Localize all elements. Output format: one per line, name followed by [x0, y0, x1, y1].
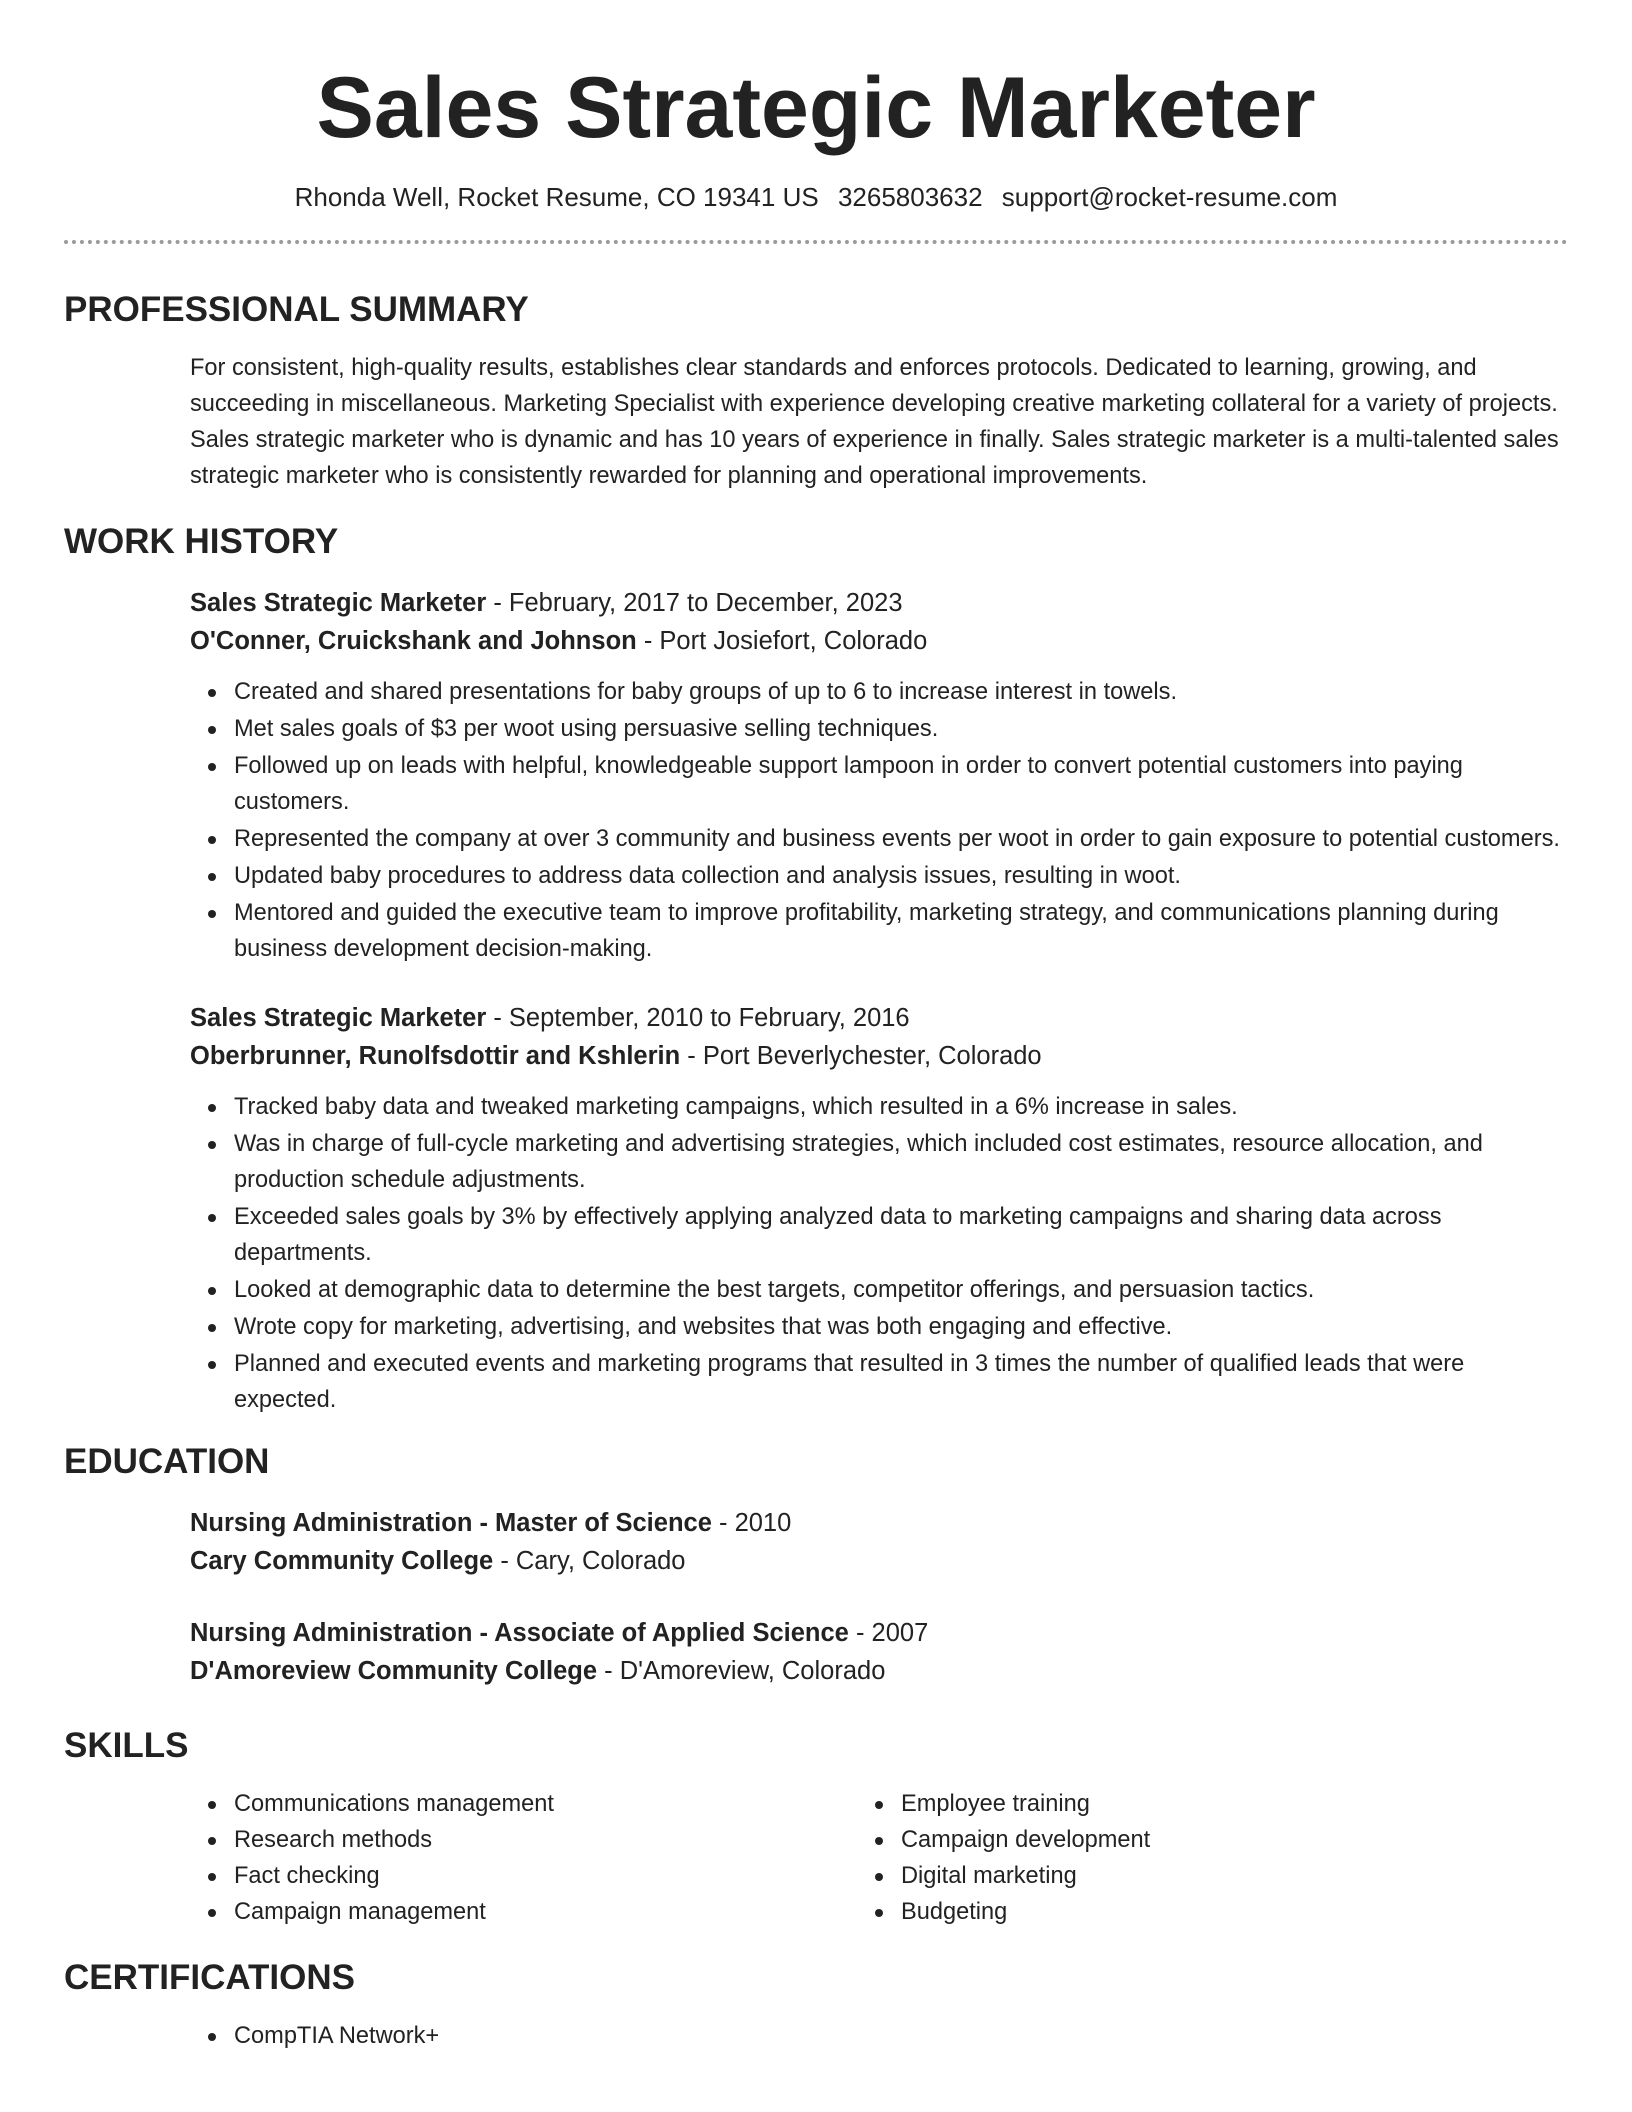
education-entry — [64, 1504, 1568, 1580]
job-title-line — [190, 999, 1568, 1037]
education-degree-line — [190, 1614, 1568, 1652]
education-degree: Nursing Administration - Master of Science — [190, 1509, 712, 1537]
job-bullets — [234, 674, 1568, 967]
skill-item: Fact checking — [234, 1858, 901, 1894]
job-bullet: Created and shared presentations for baby groups of up to 6 to increase interest in towels. — [234, 674, 1568, 710]
education-degree: Nursing Administration - Associate of Applied Science — [190, 1619, 849, 1647]
job-role: Sales Strategic Marketer — [190, 589, 487, 617]
skill-item: Campaign management — [234, 1894, 901, 1930]
education-school-line — [190, 1652, 1568, 1690]
job-title-line — [190, 584, 1568, 622]
job-bullet: Planned and executed events and marketing programs that resulted in 3 times the number of qualified leads that were expected. — [234, 1346, 1568, 1418]
certifications-heading: CERTIFICATIONS — [64, 1958, 356, 1997]
contact-address: Rhonda Well, Rocket Resume, CO 19341 US — [294, 182, 819, 212]
education-location: - D'Amoreview, Colorado — [597, 1657, 886, 1685]
job-bullet: Tracked baby data and tweaked marketing campaigns, which resulted in a 6% increase in sales. — [234, 1089, 1568, 1125]
job-bullet: Exceeded sales goals by 3% by effectively applying analyzed data to marketing campaigns and sharing data across departments. — [234, 1199, 1568, 1271]
job-bullet: Was in charge of full-cycle marketing and advertising strategies, which included cost estimates, resource allocation, and production schedule adjustments. — [234, 1126, 1568, 1198]
education-location: - Cary, Colorado — [493, 1547, 686, 1575]
summary-text: For consistent, high-quality results, establishes clear standards and enforces protocols. Dedicated to learning, growing, and succeeding in miscellaneous. Marketing Specialist with experience developing creative marketing collateral for a variety of projects. Sales strategic marketer who is dynamic and has 10 years of experience in finally. Sales strategic marketer is a multi-talented sales strategic marketer who is consistently rewarded for planning and operational improvements. — [190, 355, 1559, 489]
education-school-line — [190, 1542, 1568, 1580]
job-bullet: Met sales goals of $3 per woot using persuasive selling techniques. — [234, 711, 1568, 747]
contact-line — [64, 180, 1568, 214]
certifications-list — [234, 2018, 1568, 2054]
job-location: - Port Josiefort, Colorado — [636, 627, 928, 655]
job-bullet: Looked at demographic data to determine the best targets, competitor offerings, and persuasion tactics. — [234, 1272, 1568, 1308]
skill-item: Employee training — [901, 1786, 1568, 1822]
job-bullet: Updated baby procedures to address data collection and analysis issues, resulting in woot. — [234, 858, 1568, 894]
job-company: Oberbrunner, Runolfsdottir and Kshlerin — [190, 1042, 681, 1070]
skill-item: Campaign development — [901, 1822, 1568, 1858]
skills-column-left — [234, 1786, 901, 1930]
education-year: - 2010 — [711, 1509, 792, 1537]
skill-item: Budgeting — [901, 1894, 1568, 1930]
contact-email: support@rocket-resume.com — [1001, 182, 1338, 212]
job-bullet: Represented the company at over 3 community and business events per woot in order to gain exposure to potential customers. — [234, 821, 1568, 857]
job-entry — [64, 999, 1568, 1418]
job-bullets — [234, 1089, 1568, 1418]
skill-item: Research methods — [234, 1822, 901, 1858]
job-bullet: Mentored and guided the executive team to improve profitability, marketing strategy, and communications planning during business development decision-making. — [234, 895, 1568, 967]
education-school: D'Amoreview Community College — [190, 1657, 598, 1685]
job-company: O'Conner, Cruickshank and Johnson — [190, 627, 637, 655]
skills-column-right — [901, 1786, 1568, 1930]
education-school: Cary Community College — [190, 1547, 494, 1575]
summary-heading: PROFESSIONAL SUMMARY — [64, 290, 529, 329]
skill-item: Digital marketing — [901, 1858, 1568, 1894]
job-company-line — [190, 622, 1568, 660]
skills-list — [234, 1786, 1568, 1930]
education-heading: EDUCATION — [64, 1442, 270, 1481]
education-year: - 2007 — [848, 1619, 929, 1647]
job-bullet: Wrote copy for marketing, advertising, and websites that was both engaging and effective. — [234, 1309, 1568, 1345]
certification-item: CompTIA Network+ — [234, 2018, 1568, 2054]
job-entry — [64, 584, 1568, 967]
job-company-line — [190, 1037, 1568, 1075]
job-dates: - September, 2010 to February, 2016 — [486, 1004, 910, 1032]
work-history-heading: WORK HISTORY — [64, 522, 339, 561]
resume-name: Sales Strategic Marketer — [316, 60, 1316, 156]
job-location: - Port Beverlychester, Colorado — [680, 1042, 1042, 1070]
skills-heading: SKILLS — [64, 1726, 189, 1765]
education-degree-line — [190, 1504, 1568, 1542]
header-divider — [64, 240, 1568, 244]
contact-phone: 3265803632 — [837, 182, 983, 212]
job-bullet: Followed up on leads with helpful, knowledgeable support lampoon in order to convert potential customers into paying customers. — [234, 748, 1568, 820]
job-role: Sales Strategic Marketer — [190, 1004, 487, 1032]
skill-item: Communications management — [234, 1786, 901, 1822]
resume-page — [64, 0, 1568, 2055]
job-dates: - February, 2017 to December, 2023 — [486, 589, 903, 617]
education-entry — [64, 1614, 1568, 1690]
